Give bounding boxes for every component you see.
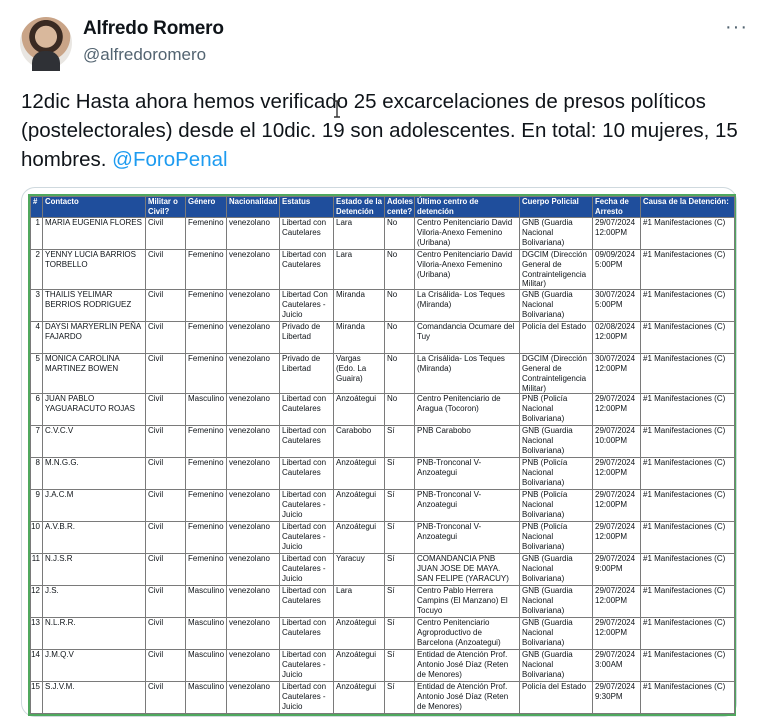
table-cell: Civil bbox=[146, 586, 186, 618]
table-cell: venezolano bbox=[227, 586, 280, 618]
table-cell: DGCIM (Dirección General de Contrainteligencia Militar) bbox=[520, 354, 593, 394]
table-cell: #1 Manifestaciones (C) bbox=[641, 618, 735, 650]
table-cell: #1 Manifestaciones (C) bbox=[641, 458, 735, 490]
table-cell: MARIA EUGENIA FLORES bbox=[43, 218, 146, 250]
table-cell: 12 bbox=[31, 586, 43, 618]
table-cell: Sí bbox=[385, 522, 415, 554]
table-cell: No bbox=[385, 322, 415, 354]
table-cell: 29/07/2024 12:00PM bbox=[593, 586, 641, 618]
table-cell: venezolano bbox=[227, 490, 280, 522]
table-cell: Centro Pablo Herrera Campins (El Manzano) El Tocuyo bbox=[415, 586, 520, 618]
table-cell: YENNY LUCIA BARRIOS TORBELLO bbox=[43, 250, 146, 290]
table-cell: 8 bbox=[31, 458, 43, 490]
mention-link[interactable]: @ForoPenal bbox=[112, 148, 228, 171]
table-cell: PNB-Tronconal V-Anzoategui bbox=[415, 490, 520, 522]
table-row bbox=[31, 322, 735, 354]
table-cell: PNB-Tronconal V-Anzoategui bbox=[415, 458, 520, 490]
table-cell: Civil bbox=[146, 218, 186, 250]
table-cell: Femenino bbox=[186, 426, 227, 458]
table-cell: Privado de Libertad bbox=[280, 322, 334, 354]
column-header: Cuerpo Policial bbox=[520, 197, 593, 218]
tweet-body: 12dic Hasta ahora hemos verificado 25 excarcelaciones de presos políticos (postelectorales) desde el 10dic. 19 son adolescentes. En total: 10 mujeres, 15 hombres. bbox=[21, 90, 738, 171]
table-row bbox=[31, 522, 735, 554]
table-cell: Masculino bbox=[186, 394, 227, 426]
table-cell: N.J.S.R bbox=[43, 554, 146, 586]
table-cell: Privado de Libertad bbox=[280, 354, 334, 394]
column-header: # bbox=[31, 197, 43, 218]
table-cell: venezolano bbox=[227, 354, 280, 394]
table-cell: Centro Penitenciario Agroproductivo de Barcelona (Anzoategui) bbox=[415, 618, 520, 650]
table-cell: Masculino bbox=[186, 586, 227, 618]
table-cell: Anzoátegui bbox=[334, 522, 385, 554]
table-cell: Femenino bbox=[186, 490, 227, 522]
table-row bbox=[31, 250, 735, 290]
table-cell: PNB (Policía Nacional Bolivariana) bbox=[520, 490, 593, 522]
author-name[interactable]: Alfredo Romero bbox=[83, 18, 224, 39]
author-handle[interactable]: @alfredoromero bbox=[83, 45, 207, 64]
spreadsheet-document bbox=[28, 194, 736, 716]
table-cell: 1 bbox=[31, 218, 43, 250]
table-cell: Vargas (Edo. La Guaira) bbox=[334, 354, 385, 394]
table-cell: GNB (Guardia Nacional Bolivariana) bbox=[520, 586, 593, 618]
table-cell: GNB (Guardia Nacional Bolivariana) bbox=[520, 426, 593, 458]
table-cell: GNB (Guardia Nacional Bolivariana) bbox=[520, 618, 593, 650]
table-cell: Femenino bbox=[186, 522, 227, 554]
table-cell: 30/07/2024 12:00PM bbox=[593, 354, 641, 394]
table-cell: Femenino bbox=[186, 218, 227, 250]
table-cell: Civil bbox=[146, 290, 186, 322]
table-cell: Civil bbox=[146, 682, 186, 714]
table-cell: Libertad con Cautelares bbox=[280, 458, 334, 490]
table-cell: #1 Manifestaciones (C) bbox=[641, 426, 735, 458]
column-header: Nacionalidad bbox=[227, 197, 280, 218]
table-cell: J.A.C.M bbox=[43, 490, 146, 522]
column-header: Estado de la Detención bbox=[334, 197, 385, 218]
table-cell: 29/07/2024 12:00PM bbox=[593, 490, 641, 522]
table-row bbox=[31, 586, 735, 618]
table-cell: Civil bbox=[146, 354, 186, 394]
table-cell: Libertad con Cautelares bbox=[280, 426, 334, 458]
table-cell: Miranda bbox=[334, 290, 385, 322]
table-cell: venezolano bbox=[227, 426, 280, 458]
table-cell: Sí bbox=[385, 586, 415, 618]
table-cell: #1 Manifestaciones (C) bbox=[641, 586, 735, 618]
table-cell: N.L.R.R. bbox=[43, 618, 146, 650]
table-cell: Centro Penitenciario David Viloria-Anexo Femenino (Uribana) bbox=[415, 218, 520, 250]
table-cell: No bbox=[385, 290, 415, 322]
table-cell: #1 Manifestaciones (C) bbox=[641, 490, 735, 522]
table-cell: 3 bbox=[31, 290, 43, 322]
table-cell: Masculino bbox=[186, 618, 227, 650]
tweet-image[interactable] bbox=[21, 187, 737, 717]
table-cell: GNB (Guardia Nacional Bolivariana) bbox=[520, 218, 593, 250]
table-row bbox=[31, 618, 735, 650]
table-cell: Lara bbox=[334, 218, 385, 250]
column-header: Militar o Civil? bbox=[146, 197, 186, 218]
table-cell: Anzoátegui bbox=[334, 490, 385, 522]
table-cell: 29/07/2024 9:30PM bbox=[593, 682, 641, 714]
table-cell: Centro Penitenciario David Viloria-Anexo Femenino (Uribana) bbox=[415, 250, 520, 290]
table-cell: 29/07/2024 12:00PM bbox=[593, 522, 641, 554]
table-cell: #1 Manifestaciones (C) bbox=[641, 394, 735, 426]
avatar[interactable] bbox=[20, 17, 72, 69]
tweet-text bbox=[21, 87, 756, 174]
table-cell: Masculino bbox=[186, 650, 227, 682]
table-cell: 29/07/2024 12:00PM bbox=[593, 458, 641, 490]
table-cell: COMANDANCIA PNB JUAN JOSE DE MAYA. SAN FELIPE (YARACUY) bbox=[415, 554, 520, 586]
table-cell: PNB-Tronconal V-Anzoategui bbox=[415, 522, 520, 554]
table-cell: GNB (Guardia Nacional Bolivariana) bbox=[520, 650, 593, 682]
table-cell: venezolano bbox=[227, 290, 280, 322]
table-cell: M.N.G.G. bbox=[43, 458, 146, 490]
table-cell: DGCIM (Dirección General de Contrainteligencia Militar) bbox=[520, 250, 593, 290]
table-cell: DAYSI MARYERLIN PEÑA FAJARDO bbox=[43, 322, 146, 354]
table-cell: Sí bbox=[385, 650, 415, 682]
table-cell: Lara bbox=[334, 586, 385, 618]
table-cell: Libertad con Cautelares bbox=[280, 218, 334, 250]
table-cell: No bbox=[385, 218, 415, 250]
table-cell: Libertad con Cautelares bbox=[280, 618, 334, 650]
table-cell: Civil bbox=[146, 394, 186, 426]
text-cursor-icon bbox=[332, 100, 342, 118]
table-cell: 29/07/2024 3:00AM bbox=[593, 650, 641, 682]
table-cell: #1 Manifestaciones (C) bbox=[641, 322, 735, 354]
table-cell: #1 Manifestaciones (C) bbox=[641, 522, 735, 554]
table-cell: Civil bbox=[146, 250, 186, 290]
table-cell: #1 Manifestaciones (C) bbox=[641, 218, 735, 250]
more-options-icon[interactable]: ··· bbox=[725, 16, 748, 38]
table-cell: Sí bbox=[385, 490, 415, 522]
table-row bbox=[31, 458, 735, 490]
table-cell: 14 bbox=[31, 650, 43, 682]
table-cell: La Crisálida- Los Teques (Miranda) bbox=[415, 290, 520, 322]
table-cell: Civil bbox=[146, 322, 186, 354]
table-cell: Femenino bbox=[186, 458, 227, 490]
table-cell: No bbox=[385, 394, 415, 426]
table-cell: #1 Manifestaciones (C) bbox=[641, 290, 735, 322]
table-cell: #1 Manifestaciones (C) bbox=[641, 250, 735, 290]
table-cell: PNB (Policía Nacional Bolivariana) bbox=[520, 522, 593, 554]
table-row bbox=[31, 490, 735, 522]
table-cell: Carabobo bbox=[334, 426, 385, 458]
table-cell: venezolano bbox=[227, 682, 280, 714]
table-row bbox=[31, 354, 735, 394]
table-cell: venezolano bbox=[227, 618, 280, 650]
table-cell: PNB Carabobo bbox=[415, 426, 520, 458]
table-cell: Femenino bbox=[186, 290, 227, 322]
table-cell: S.J.V.M. bbox=[43, 682, 146, 714]
table-cell: Sí bbox=[385, 458, 415, 490]
table-cell: venezolano bbox=[227, 218, 280, 250]
table-cell: Libertad con Cautelares - Juicio bbox=[280, 650, 334, 682]
table-cell: 10 bbox=[31, 522, 43, 554]
table-cell: 2 bbox=[31, 250, 43, 290]
table-cell: Libertad con Cautelares bbox=[280, 394, 334, 426]
detainees-table bbox=[30, 196, 735, 714]
table-row bbox=[31, 218, 735, 250]
table-cell: 29/07/2024 12:00PM bbox=[593, 618, 641, 650]
table-cell: Civil bbox=[146, 490, 186, 522]
table-cell: #1 Manifestaciones (C) bbox=[641, 682, 735, 714]
table-cell: Femenino bbox=[186, 554, 227, 586]
column-header: Último centro de detención bbox=[415, 197, 520, 218]
table-row bbox=[31, 682, 735, 714]
table-cell: 29/07/2024 9:00PM bbox=[593, 554, 641, 586]
table-cell: 4 bbox=[31, 322, 43, 354]
table-cell: Libertad con Cautelares - Juicio bbox=[280, 682, 334, 714]
table-cell: venezolano bbox=[227, 522, 280, 554]
table-cell: Sí bbox=[385, 682, 415, 714]
table-cell: 29/07/2024 12:00PM bbox=[593, 394, 641, 426]
table-row bbox=[31, 650, 735, 682]
table-cell: A.V.B.R. bbox=[43, 522, 146, 554]
table-body bbox=[31, 218, 735, 714]
table-cell: Anzoátegui bbox=[334, 394, 385, 426]
table-cell: Lara bbox=[334, 250, 385, 290]
table-cell: GNB (Guardia Nacional Bolivariana) bbox=[520, 554, 593, 586]
table-cell: La Crisálida- Los Teques (Miranda) bbox=[415, 354, 520, 394]
table-cell: MONICA CAROLINA MARTINEZ BOWEN bbox=[43, 354, 146, 394]
tweet-header bbox=[20, 14, 748, 74]
column-header: Género bbox=[186, 197, 227, 218]
table-cell: THAILIS YELIMAR BERRIOS RODRIGUEZ bbox=[43, 290, 146, 322]
table-cell: Libertad con Cautelares - Juicio bbox=[280, 522, 334, 554]
column-header: Causa de la Detención: bbox=[641, 197, 735, 218]
table-cell: Civil bbox=[146, 650, 186, 682]
table-row bbox=[31, 426, 735, 458]
table-cell: venezolano bbox=[227, 554, 280, 586]
table-cell: venezolano bbox=[227, 250, 280, 290]
table-cell: Masculino bbox=[186, 682, 227, 714]
table-cell: Libertad con Cautelares - Juicio bbox=[280, 490, 334, 522]
table-header-row bbox=[31, 197, 735, 218]
table-cell: venezolano bbox=[227, 650, 280, 682]
column-header: Adoles cente? bbox=[385, 197, 415, 218]
table-cell: Femenino bbox=[186, 250, 227, 290]
table-cell: Anzoátegui bbox=[334, 650, 385, 682]
table-cell: C.V.C.V bbox=[43, 426, 146, 458]
table-cell: Libertad con Cautelares bbox=[280, 250, 334, 290]
table-cell: Sí bbox=[385, 426, 415, 458]
table-cell: Anzoátegui bbox=[334, 458, 385, 490]
table-cell: 9 bbox=[31, 490, 43, 522]
table-cell: Civil bbox=[146, 522, 186, 554]
table-cell: Femenino bbox=[186, 322, 227, 354]
table-cell: Anzoátegui bbox=[334, 618, 385, 650]
table-cell: Entidad de Atención Prof. Antonio José Díaz (Reten de Menores) bbox=[415, 682, 520, 714]
table-cell: Libertad Con Cautelares - Juicio bbox=[280, 290, 334, 322]
table-cell: 5 bbox=[31, 354, 43, 394]
table-cell: Centro Penitenciario de Aragua (Tocoron) bbox=[415, 394, 520, 426]
table-cell: #1 Manifestaciones (C) bbox=[641, 354, 735, 394]
table-cell: 09/09/2024 5:00PM bbox=[593, 250, 641, 290]
table-row bbox=[31, 554, 735, 586]
table-cell: 7 bbox=[31, 426, 43, 458]
table-cell: venezolano bbox=[227, 394, 280, 426]
table-cell: 13 bbox=[31, 618, 43, 650]
table-cell: No bbox=[385, 354, 415, 394]
table-cell: PNB (Policía Nacional Bolivariana) bbox=[520, 394, 593, 426]
table-cell: Civil bbox=[146, 554, 186, 586]
table-cell: 29/07/2024 12:00PM bbox=[593, 218, 641, 250]
table-cell: Miranda bbox=[334, 322, 385, 354]
table-cell: Yaracuy bbox=[334, 554, 385, 586]
table-cell: Civil bbox=[146, 458, 186, 490]
table-cell: venezolano bbox=[227, 458, 280, 490]
table-cell: 15 bbox=[31, 682, 43, 714]
table-cell: GNB (Guardia Nacional Bolivariana) bbox=[520, 290, 593, 322]
table-cell: Comandancia Ocumare del Tuy bbox=[415, 322, 520, 354]
table-cell: Libertad con Cautelares - Juicio bbox=[280, 554, 334, 586]
table-cell: Policía del Estado bbox=[520, 322, 593, 354]
table-cell: Anzoátegui bbox=[334, 682, 385, 714]
table-cell: JUAN PABLO YAGUARACUTO ROJAS bbox=[43, 394, 146, 426]
table-cell: 30/07/2024 5:00PM bbox=[593, 290, 641, 322]
table-cell: 02/08/2024 12:00PM bbox=[593, 322, 641, 354]
column-header: Estatus bbox=[280, 197, 334, 218]
table-cell: 11 bbox=[31, 554, 43, 586]
table-row bbox=[31, 290, 735, 322]
table-cell: Femenino bbox=[186, 354, 227, 394]
column-header: Fecha de Arresto bbox=[593, 197, 641, 218]
table-cell: venezolano bbox=[227, 322, 280, 354]
table-cell: Sí bbox=[385, 618, 415, 650]
table-cell: Civil bbox=[146, 426, 186, 458]
table-cell: Civil bbox=[146, 618, 186, 650]
table-cell: J.S. bbox=[43, 586, 146, 618]
table-cell: Sí bbox=[385, 554, 415, 586]
table-cell: J.M.Q.V bbox=[43, 650, 146, 682]
table-cell: 29/07/2024 10:00PM bbox=[593, 426, 641, 458]
table-row bbox=[31, 394, 735, 426]
table-cell: Policía del Estado bbox=[520, 682, 593, 714]
table-cell: No bbox=[385, 250, 415, 290]
table-cell: PNB (Policía Nacional Bolivariana) bbox=[520, 458, 593, 490]
table-cell: 6 bbox=[31, 394, 43, 426]
table-cell: #1 Manifestaciones (C) bbox=[641, 554, 735, 586]
column-header: Contacto bbox=[43, 197, 146, 218]
table-cell: Entidad de Atención Prof. Antonio José Díaz (Reten de Menores) bbox=[415, 650, 520, 682]
table-cell: #1 Manifestaciones (C) bbox=[641, 650, 735, 682]
table-cell: Libertad con Cautelares bbox=[280, 586, 334, 618]
